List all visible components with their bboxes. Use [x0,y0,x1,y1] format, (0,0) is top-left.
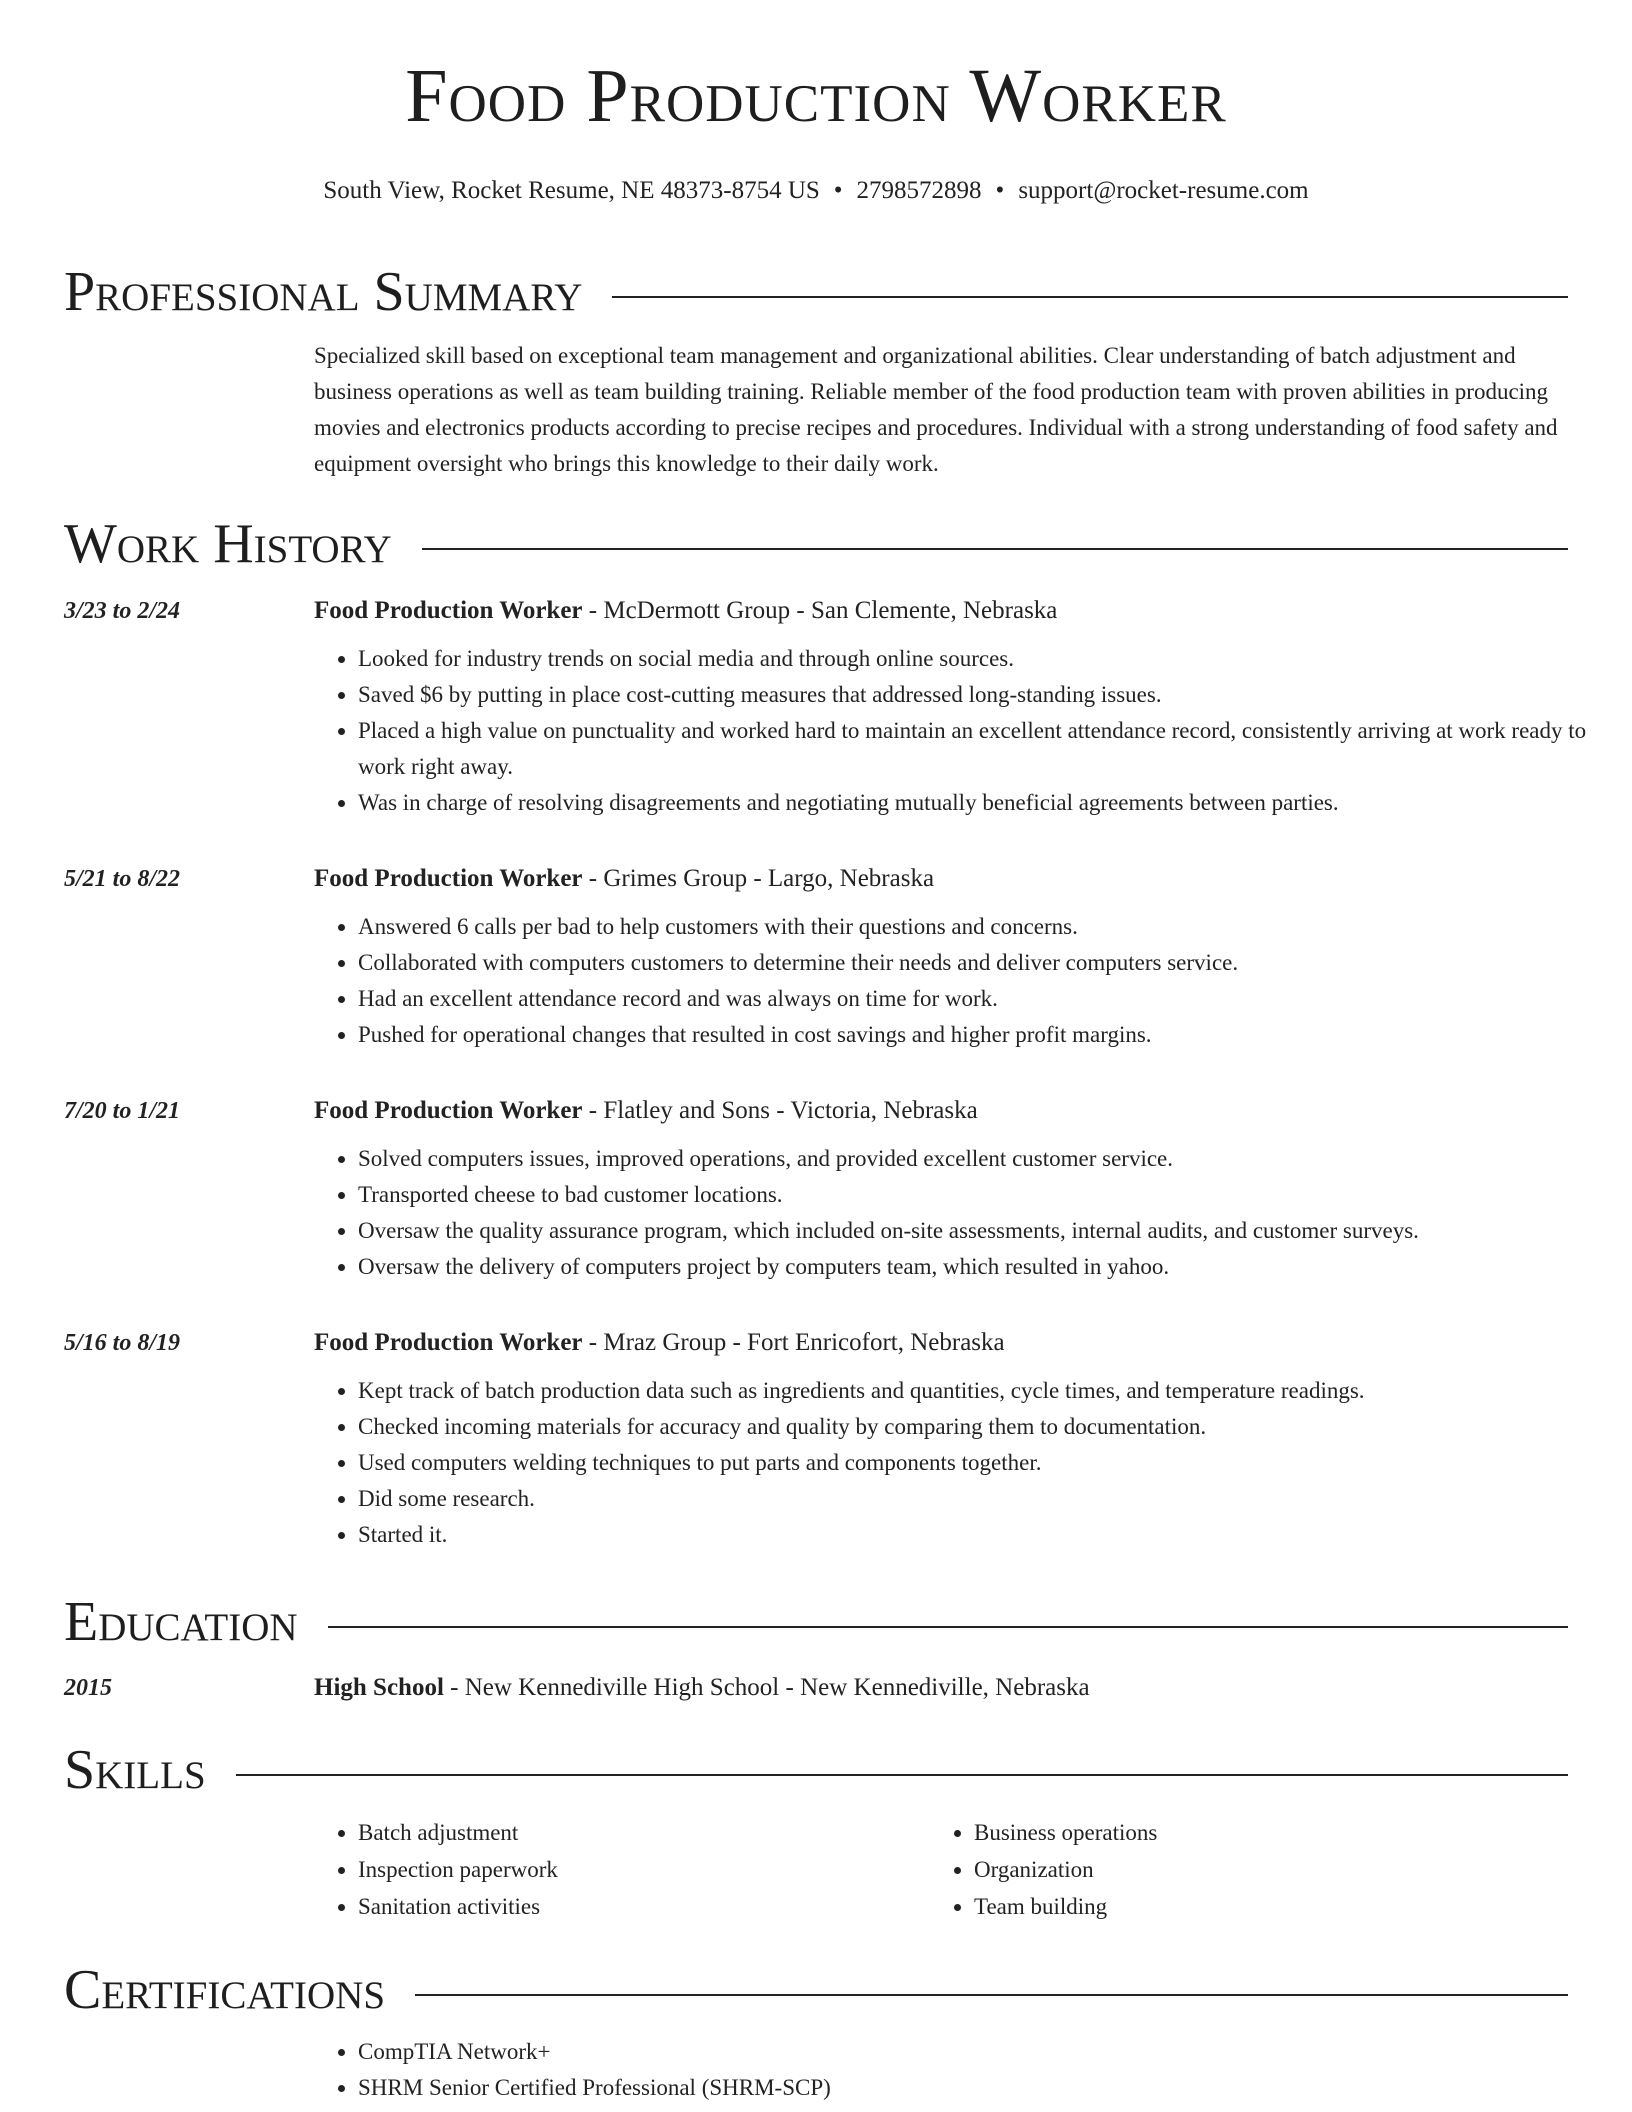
job-bullet: • Checked incoming materials for accuracy and quality by comparing them to documentation. [358,1409,1612,1445]
job-heading [314,1093,1568,1129]
job-bullet: • Saved $6 by putting in place cost-cutting measures that addressed long-standing issues. [358,677,1612,713]
job-bullet: • Solved computers issues, improved operations, and provided excellent customer service. [358,1141,1612,1177]
job-bullet: • Pushed for operational changes that resulted in cost savings and higher profit margins. [358,1017,1612,1053]
education-year: 2015 [64,1675,112,1701]
skills-column [930,1814,1534,1925]
job-company-location: - Mraz Group - Fort Enricofort, Nebraska [582,1329,1005,1356]
job-bullet: • Looked for industry trends on social media and through online sources. [358,641,1612,677]
job-bullet: • Answered 6 calls per bad to help customers with their questions and concerns. [358,909,1612,945]
contact-address: South View, Rocket Resume, NE 48373-8754 US [323,177,820,204]
job-bullets [314,909,1612,1053]
job-bullet: • Oversaw the quality assurance program, which included on-site assessments, internal audits, and customer surveys. [358,1213,1612,1249]
job-bullet: • Transported cheese to bad customer locations. [358,1177,1612,1213]
certifications-bullets [314,2034,1564,2106]
job-bullet: • Had an excellent attendance record and was always on time for work. [358,981,1612,1017]
skill-item: • Organization [974,1851,1534,1888]
education-heading [314,1670,1568,1706]
certification-item: • SHRM Senior Certified Professional (SHRM-SCP) [358,2070,1564,2106]
certifications-list [314,2034,1564,2106]
contact-separator: • [833,177,843,204]
job-company-location: - McDermott Group - San Clemente, Nebraska [582,597,1058,624]
section-rule [64,1774,1568,1776]
contact-email[interactable]: support@rocket-resume.com [1018,177,1309,204]
skill-item: • Inspection paperwork [358,1851,918,1888]
job-dates: 5/21 to 8/22 [64,866,181,892]
education-degree: High School [314,1674,444,1701]
job-heading [314,861,1568,897]
job-dates: 5/16 to 8/19 [64,1330,181,1356]
contact-separator: • [995,177,1005,204]
skill-item: • Batch adjustment [358,1814,918,1851]
summary-text: Specialized skill based on exceptional team management and organizational abilities. Clear understanding of batch adjustment and business operations as well as team building training. Reliable member of the food production team with proven abilities in producing movies and electronics products according to precise recipes and procedures. Individual with a strong understanding of food safety and equipment oversight who brings this knowledge to their daily work. [314,343,1558,476]
contact-phone[interactable]: 2798572898 [856,177,982,204]
candidate-name: Food Production Worker [405,54,1227,138]
job-title: Food Production Worker [314,1097,583,1124]
summary-section-title: Professional Summary [64,264,612,320]
summary-section-header [64,250,1568,323]
work-history-section-title: Work History [64,516,422,572]
job-bullet: • Was in charge of resolving disagreements and negotiating mutually beneficial agreements between parties. [358,785,1612,821]
job-heading [314,1325,1568,1361]
skill-item: • Sanitation activities [358,1888,918,1925]
certification-item: • CompTIA Network+ [358,2034,1564,2070]
education-school-location: - New Kennediville High School - New Kennediville, Nebraska [443,1674,1090,1701]
job-bullets [314,641,1612,821]
skill-item: • Business operations [974,1814,1534,1851]
education-section-header [64,1580,1568,1653]
skills-section-title: Skills [64,1742,236,1798]
job-bullets [314,1141,1612,1285]
skills-section-header [64,1728,1568,1801]
job-title: Food Production Worker [314,597,583,624]
job-bullet: • Collaborated with computers customers to determine their needs and deliver computers service. [358,945,1612,981]
job-dates: 7/20 to 1/21 [64,1098,181,1124]
job-bullet: • Started it. [358,1517,1612,1553]
job-heading [314,593,1568,629]
job-title: Food Production Worker [314,1329,583,1356]
job-bullet: • Placed a high value on punctuality and worked hard to maintain an excellent attendance record, consistently arriving at work ready to work right away. [358,713,1612,785]
job-company-location: - Flatley and Sons - Victoria, Nebraska [582,1097,978,1124]
job-title: Food Production Worker [314,865,583,892]
job-bullets [314,1373,1612,1553]
job-bullet: • Used computers welding techniques to put parts and components together. [358,1445,1612,1481]
skill-item: • Team building [974,1888,1534,1925]
job-dates: 3/23 to 2/24 [64,598,181,624]
education-section-title: Education [64,1594,328,1650]
job-bullet: • Kept track of batch production data such as ingredients and quantities, cycle times, and temperature readings. [358,1373,1612,1409]
skills-column [314,1814,918,1925]
contact-line [0,176,1632,206]
certifications-section-header [64,1948,1568,2021]
job-company-location: - Grimes Group - Largo, Nebraska [582,865,935,892]
work-history-section-header [64,502,1568,575]
certifications-section-title: Certifications [64,1962,415,2018]
job-bullet: • Oversaw the delivery of computers project by computers team, which resulted in yahoo. [358,1249,1612,1285]
job-bullet: • Did some research. [358,1481,1612,1517]
